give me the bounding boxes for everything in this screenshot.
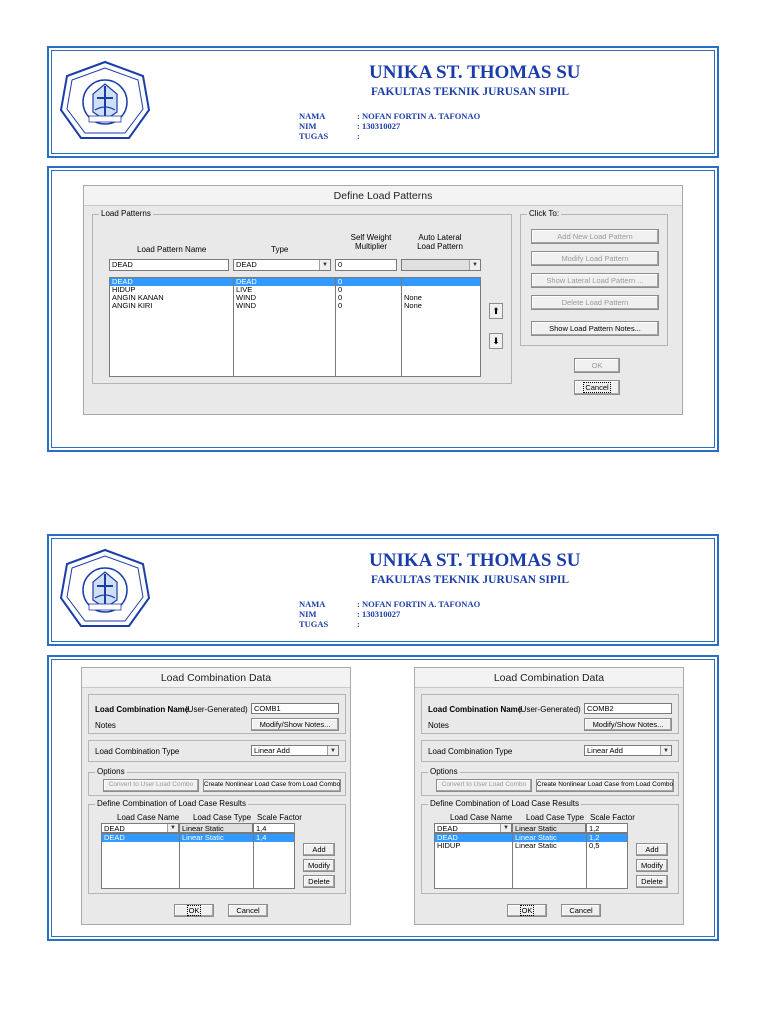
list-item[interactable]: Linear Static: [515, 842, 557, 850]
options-label: Options: [430, 767, 458, 776]
load-case-results-list[interactable]: [434, 833, 628, 889]
list-item[interactable]: HIDUP: [112, 286, 136, 294]
list-col-multiplier: [336, 278, 402, 376]
list-item[interactable]: Linear Static: [180, 834, 253, 842]
show-lateral-load-pattern-button[interactable]: Show Lateral Load Pattern ...: [531, 273, 659, 288]
modify-load-pattern-button[interactable]: Modify Load Pattern: [531, 251, 659, 266]
list-item[interactable]: 0,5: [589, 842, 600, 850]
combo-name-label: Load Combination Name: [428, 705, 523, 714]
list-col-case: [102, 834, 180, 888]
col-scale-factor: Scale Factor: [257, 813, 302, 822]
task-value: :: [357, 131, 360, 141]
dialog-title: Load Combination Data: [82, 668, 350, 688]
list-item[interactable]: [402, 278, 481, 286]
student-info: [299, 111, 480, 141]
university-title: UNIKA ST. THOMAS SU: [369, 550, 581, 571]
name-value: : NOFAN FORTIN A. TAFONAO: [357, 599, 481, 609]
options-group: [421, 767, 679, 796]
load-case-name-value: DEAD: [104, 824, 125, 833]
chevron-down-icon[interactable]: ▼: [660, 746, 671, 755]
load-case-type-field: Linear Static: [179, 823, 253, 833]
list-item[interactable]: WIND: [236, 294, 256, 302]
ok-button[interactable]: [507, 904, 547, 917]
combo-name-label: Load Combination Name: [95, 705, 190, 714]
list-col-type: [180, 834, 254, 888]
list-item[interactable]: DEAD: [110, 278, 233, 286]
combo-type-label: Load Combination Type: [95, 747, 180, 756]
list-item[interactable]: Linear Static: [513, 834, 586, 842]
document-header-2: [47, 534, 719, 646]
list-item[interactable]: WIND: [236, 302, 256, 310]
list-item[interactable]: None: [404, 302, 422, 310]
load-case-name-select[interactable]: [434, 823, 512, 833]
chevron-down-icon[interactable]: ▼: [469, 260, 480, 270]
show-load-pattern-notes-button[interactable]: Show Load Pattern Notes...: [531, 321, 659, 336]
ok-button[interactable]: [174, 904, 214, 917]
name-label: NAMA: [299, 111, 326, 121]
list-col-type: [234, 278, 336, 376]
define-load-patterns-dialog: [83, 185, 683, 415]
combo-type-select[interactable]: [251, 745, 339, 756]
chevron-down-icon[interactable]: ▼: [500, 824, 511, 832]
add-new-load-pattern-button[interactable]: Add New Load Pattern: [531, 229, 659, 244]
list-item[interactable]: None: [404, 294, 422, 302]
convert-to-user-combo-button[interactable]: Convert to User Load Combo: [436, 779, 532, 792]
click-to-group: [520, 209, 668, 346]
combo-type-select[interactable]: [584, 745, 672, 756]
list-item[interactable]: ANGIN KIRI: [112, 302, 153, 310]
task-value: :: [357, 619, 360, 629]
define-combination-label: Define Combination of Load Case Results: [97, 799, 246, 808]
delete-button[interactable]: Delete: [636, 875, 668, 888]
load-patterns-list[interactable]: [109, 277, 481, 377]
self-weight-multiplier-input[interactable]: 0: [335, 259, 397, 271]
combo-name-suffix: (User-Generated): [185, 705, 248, 714]
list-col-auto-lateral: [402, 278, 481, 376]
type-select-value: DEAD: [236, 260, 257, 269]
combo-name-suffix: (User-Generated): [518, 705, 581, 714]
list-item[interactable]: DEAD: [234, 278, 335, 286]
list-item[interactable]: 0: [336, 278, 401, 286]
load-combination-dialog-2: [414, 667, 684, 925]
list-col-scale: [587, 834, 628, 888]
chevron-down-icon[interactable]: ▼: [167, 824, 178, 832]
notes-label: Notes: [428, 721, 449, 730]
modify-show-notes-button[interactable]: Modify/Show Notes...: [251, 718, 339, 731]
col-load-case-name: Load Case Name: [117, 813, 180, 822]
notes-label: Notes: [95, 721, 116, 730]
scale-factor-input[interactable]: 1,2: [586, 823, 628, 833]
move-up-button[interactable]: [489, 303, 503, 319]
col-load-case-name: Load Case Name: [450, 813, 513, 822]
load-case-type-field: Linear Static: [512, 823, 586, 833]
load-combination-dialog-1: [81, 667, 351, 925]
university-title: UNIKA ST. THOMAS SU: [369, 62, 581, 83]
student-info: [299, 599, 480, 629]
load-patterns-group-label: Load Patterns: [101, 209, 151, 218]
list-item[interactable]: 0: [338, 302, 343, 310]
col-load-pattern-name: Load Pattern Name: [137, 245, 207, 254]
col-auto-lateral-2: Load Pattern: [417, 242, 463, 251]
load-case-results-list[interactable]: [101, 833, 295, 889]
list-item[interactable]: 0: [338, 294, 343, 302]
load-pattern-name-input[interactable]: DEAD: [109, 259, 229, 271]
load-case-name-value: DEAD: [437, 824, 458, 833]
col-type: Type: [271, 245, 289, 254]
move-down-button[interactable]: [489, 333, 503, 349]
ok-button[interactable]: OK: [574, 358, 620, 373]
combo-name-input[interactable]: COMB1: [251, 703, 339, 714]
document-header-1: [47, 46, 719, 158]
modify-button[interactable]: Modify: [636, 859, 668, 872]
nim-value: : 130310027: [357, 121, 401, 131]
cancel-button[interactable]: Cancel: [228, 904, 268, 917]
cancel-button[interactable]: [574, 380, 620, 395]
list-col-type: [513, 834, 587, 888]
faculty-title: FAKULTAS TEKNIK JURUSAN SIPIL: [371, 574, 569, 586]
combo-type-group: [88, 740, 346, 762]
add-button[interactable]: Add: [303, 843, 335, 856]
combo-name-group: [421, 694, 679, 734]
auto-lateral-select[interactable]: [401, 259, 481, 271]
options-group: [88, 767, 346, 796]
click-to-label: Click To:: [529, 209, 560, 218]
list-item[interactable]: [402, 286, 481, 294]
task-label: TUGAS: [299, 619, 329, 629]
list-item[interactable]: DEAD: [102, 834, 179, 842]
combo-type-label: Load Combination Type: [428, 747, 513, 756]
ok-button-label: OK: [188, 905, 200, 915]
cancel-button-label: Cancel: [585, 382, 609, 392]
load-patterns-frame: [47, 166, 719, 452]
create-nonlinear-load-case-button[interactable]: Create Nonlinear Load Case from Load Combo: [203, 779, 341, 792]
dialog-title: Define Load Patterns: [84, 186, 682, 206]
chevron-down-icon[interactable]: ▼: [327, 746, 338, 755]
define-combination-group: [88, 799, 346, 894]
define-combination-label: Define Combination of Load Case Results: [430, 799, 579, 808]
load-combination-frame: [47, 655, 719, 941]
combo-type-value: Linear Add: [587, 746, 623, 755]
task-label: TUGAS: [299, 131, 329, 141]
col-multiplier-1: Self Weight: [350, 233, 392, 242]
ok-button-label: OK: [521, 905, 533, 915]
list-item[interactable]: LIVE: [236, 286, 253, 294]
list-item[interactable]: 1,4: [254, 834, 295, 842]
list-col-name: [110, 278, 234, 376]
col-auto-lateral-1: Auto Lateral: [418, 233, 462, 242]
nim-label: NIM: [299, 609, 317, 619]
name-value: : NOFAN FORTIN A. TAFONAO: [357, 111, 481, 121]
list-col-case: [435, 834, 513, 888]
list-item[interactable]: 0: [338, 286, 343, 294]
university-logo-icon: [59, 548, 151, 630]
modify-button[interactable]: Modify: [303, 859, 335, 872]
add-button[interactable]: Add: [636, 843, 668, 856]
combo-type-group: [421, 740, 679, 762]
col-load-case-type: Load Case Type: [526, 813, 585, 822]
list-item[interactable]: 1,2: [587, 834, 628, 842]
combo-type-value: Linear Add: [254, 746, 290, 755]
delete-button[interactable]: Delete: [303, 875, 335, 888]
arrow-down-icon: ⬇: [492, 336, 500, 346]
load-pattern-type-select[interactable]: [233, 259, 331, 271]
arrow-up-icon: ⬆: [492, 306, 500, 316]
create-nonlinear-load-case-button[interactable]: Create Nonlinear Load Case from Load Combo: [536, 779, 674, 792]
dialog-title: Load Combination Data: [415, 668, 683, 688]
load-patterns-group: [92, 209, 512, 384]
delete-load-pattern-button[interactable]: Delete Load Pattern: [531, 295, 659, 310]
list-item[interactable]: HIDUP: [437, 842, 461, 850]
col-load-case-type: Load Case Type: [193, 813, 252, 822]
list-item[interactable]: ANGIN KANAN: [112, 294, 164, 302]
load-case-name-select[interactable]: [101, 823, 179, 833]
scale-factor-input[interactable]: 1,4: [253, 823, 295, 833]
nim-value: : 130310027: [357, 609, 401, 619]
define-combination-group: [421, 799, 679, 894]
modify-show-notes-button[interactable]: Modify/Show Notes...: [584, 718, 672, 731]
chevron-down-icon[interactable]: ▼: [319, 260, 330, 270]
cancel-button[interactable]: Cancel: [561, 904, 601, 917]
list-col-scale: [254, 834, 295, 888]
options-label: Options: [97, 767, 125, 776]
list-item[interactable]: DEAD: [435, 834, 512, 842]
combo-name-input[interactable]: COMB2: [584, 703, 672, 714]
nim-label: NIM: [299, 121, 317, 131]
combo-name-group: [88, 694, 346, 734]
university-logo-icon: [59, 60, 151, 142]
convert-to-user-combo-button[interactable]: Convert to User Load Combo: [103, 779, 199, 792]
col-multiplier-2: Multiplier: [354, 242, 387, 251]
col-scale-factor: Scale Factor: [590, 813, 635, 822]
faculty-title: FAKULTAS TEKNIK JURUSAN SIPIL: [371, 86, 569, 98]
name-label: NAMA: [299, 599, 326, 609]
